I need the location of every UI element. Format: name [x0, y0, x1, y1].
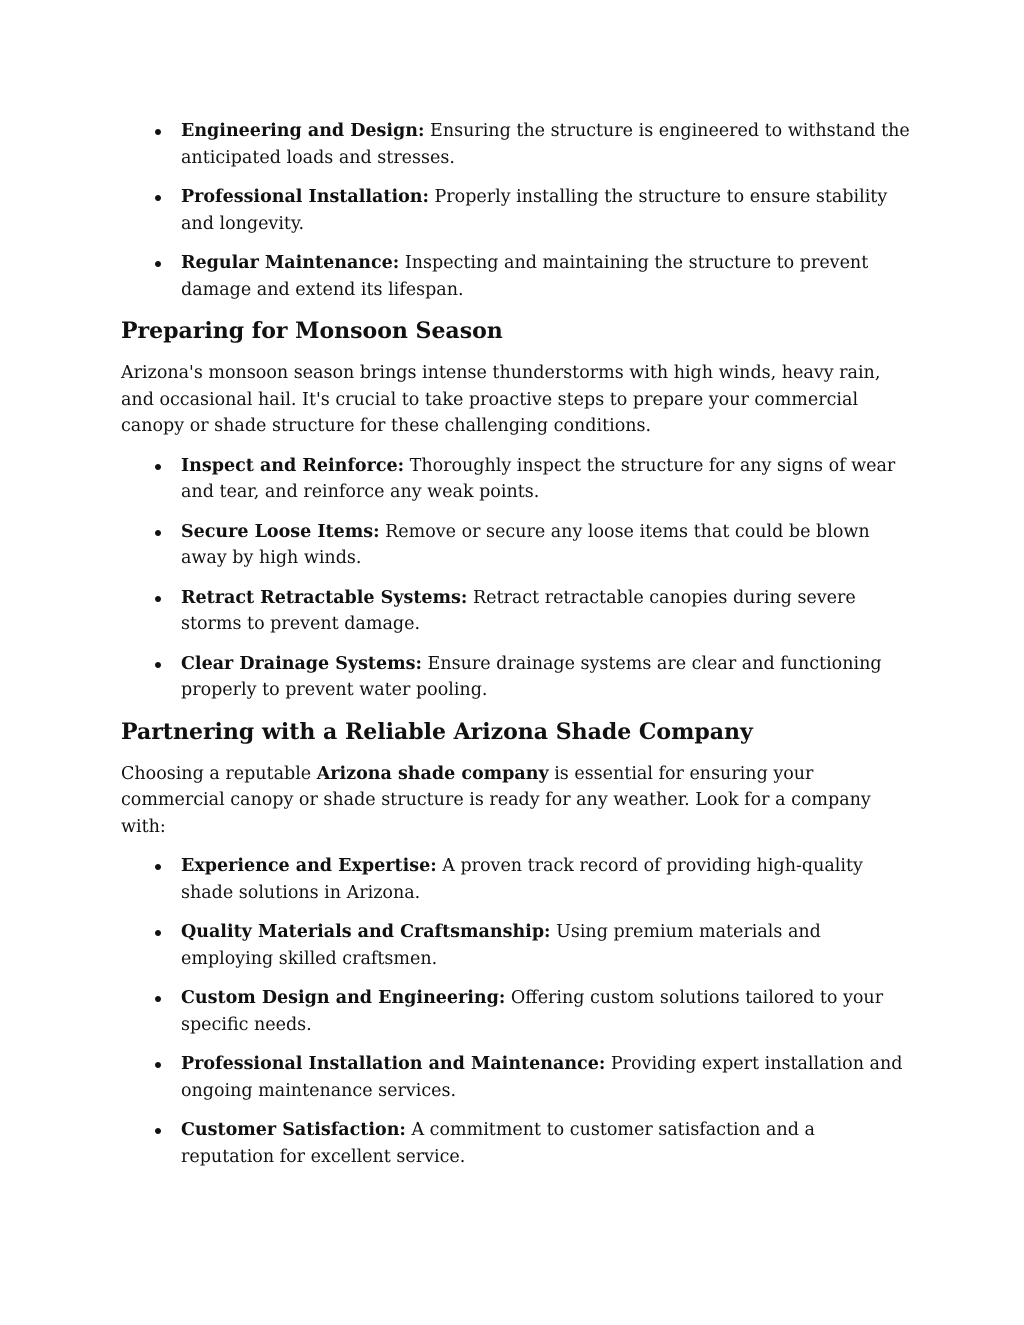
list-item	[121, 118, 911, 171]
list-item	[121, 519, 911, 572]
item-term: Customer Satisfaction:	[181, 1120, 406, 1140]
item-text: Ensuring the structure is engineered to withstand the anticipated loads and stresses.	[181, 121, 910, 168]
item-text: Properly installing the structure to ensure stability and longevity.	[181, 187, 888, 234]
bullet-icon	[155, 996, 161, 1002]
list-item	[121, 985, 911, 1038]
monsoon-heading: Preparing for Monsoon Season	[121, 318, 503, 344]
item-term: Quality Materials and Craftsmanship:	[181, 922, 551, 942]
list-item	[121, 1117, 911, 1170]
item-term: Regular Maintenance:	[181, 253, 400, 273]
intro-list	[121, 118, 911, 303]
list-item	[121, 853, 911, 906]
bullet-icon	[155, 261, 161, 267]
item-text: Remove or secure any loose items that could be blown away by high winds.	[181, 521, 870, 568]
item-term: Professional Installation:	[181, 187, 429, 207]
list-item	[121, 585, 911, 638]
item-term: Custom Design and Engineering:	[181, 988, 506, 1008]
bullet-icon	[155, 195, 161, 201]
monsoon-paragraph: Arizona's monsoon season brings intense thunderstorms with high winds, heavy rain, and occasional hail. It's crucial to take proactive steps to prepare your commercial canopy or shade structure for these challenging conditions.	[121, 363, 881, 436]
item-term: Clear Drainage Systems:	[181, 653, 422, 674]
list-item	[121, 651, 911, 704]
page-content	[121, 118, 911, 1183]
paragraph-bold: Arizona shade company	[316, 763, 549, 784]
item-term: Retract Retractable Systems:	[181, 587, 468, 608]
list-item	[121, 250, 911, 303]
list-item	[121, 1051, 911, 1104]
bullet-icon	[155, 930, 161, 936]
bullet-icon	[155, 662, 161, 668]
item-text: Thoroughly inspect the structure for any signs of wear and tear, and reinforce any weak points.	[181, 455, 896, 502]
item-text: Using premium materials and employing skilled craftsmen.	[181, 922, 821, 969]
partner-paragraph	[121, 761, 911, 841]
item-term: Inspect and Reinforce:	[181, 455, 405, 476]
bullet-icon	[155, 864, 161, 870]
item-text: Retract retractable canopies during severe storms to prevent damage.	[181, 587, 856, 634]
list-item	[121, 919, 911, 972]
item-term: Experience and Expertise:	[181, 856, 437, 876]
item-text: Ensure drainage systems are clear and functioning properly to prevent water pooling.	[181, 653, 882, 700]
bullet-icon	[155, 464, 161, 470]
item-text: Offering custom solutions tailored to your specific needs.	[181, 988, 884, 1035]
paragraph-text: is essential for ensuring your commercial canopy or shade structure is ready for any weather. Look for a company with:	[121, 763, 871, 837]
item-text: A proven track record of providing high-quality shade solutions in Arizona.	[181, 856, 863, 903]
bullet-icon	[155, 1128, 161, 1134]
partner-heading: Partnering with a Reliable Arizona Shade Company	[121, 718, 753, 745]
list-item	[121, 184, 911, 237]
monsoon-list	[121, 453, 911, 704]
item-text: Providing expert installation and ongoing maintenance services.	[181, 1054, 903, 1101]
bullet-icon	[155, 129, 161, 135]
partner-list	[121, 853, 911, 1170]
item-term: Secure Loose Items:	[181, 521, 380, 542]
bullet-icon	[155, 530, 161, 536]
item-text: A commitment to customer satisfaction and a reputation for excellent service.	[181, 1120, 815, 1167]
paragraph-text: Choosing a reputable	[121, 763, 317, 784]
item-term: Engineering and Design:	[181, 121, 425, 141]
list-item	[121, 453, 911, 506]
bullet-icon	[155, 596, 161, 602]
item-text: Inspecting and maintaining the structure to prevent damage and extend its lifespan.	[181, 253, 869, 300]
bullet-icon	[155, 1062, 161, 1068]
item-term: Professional Installation and Maintenance:	[181, 1054, 606, 1074]
